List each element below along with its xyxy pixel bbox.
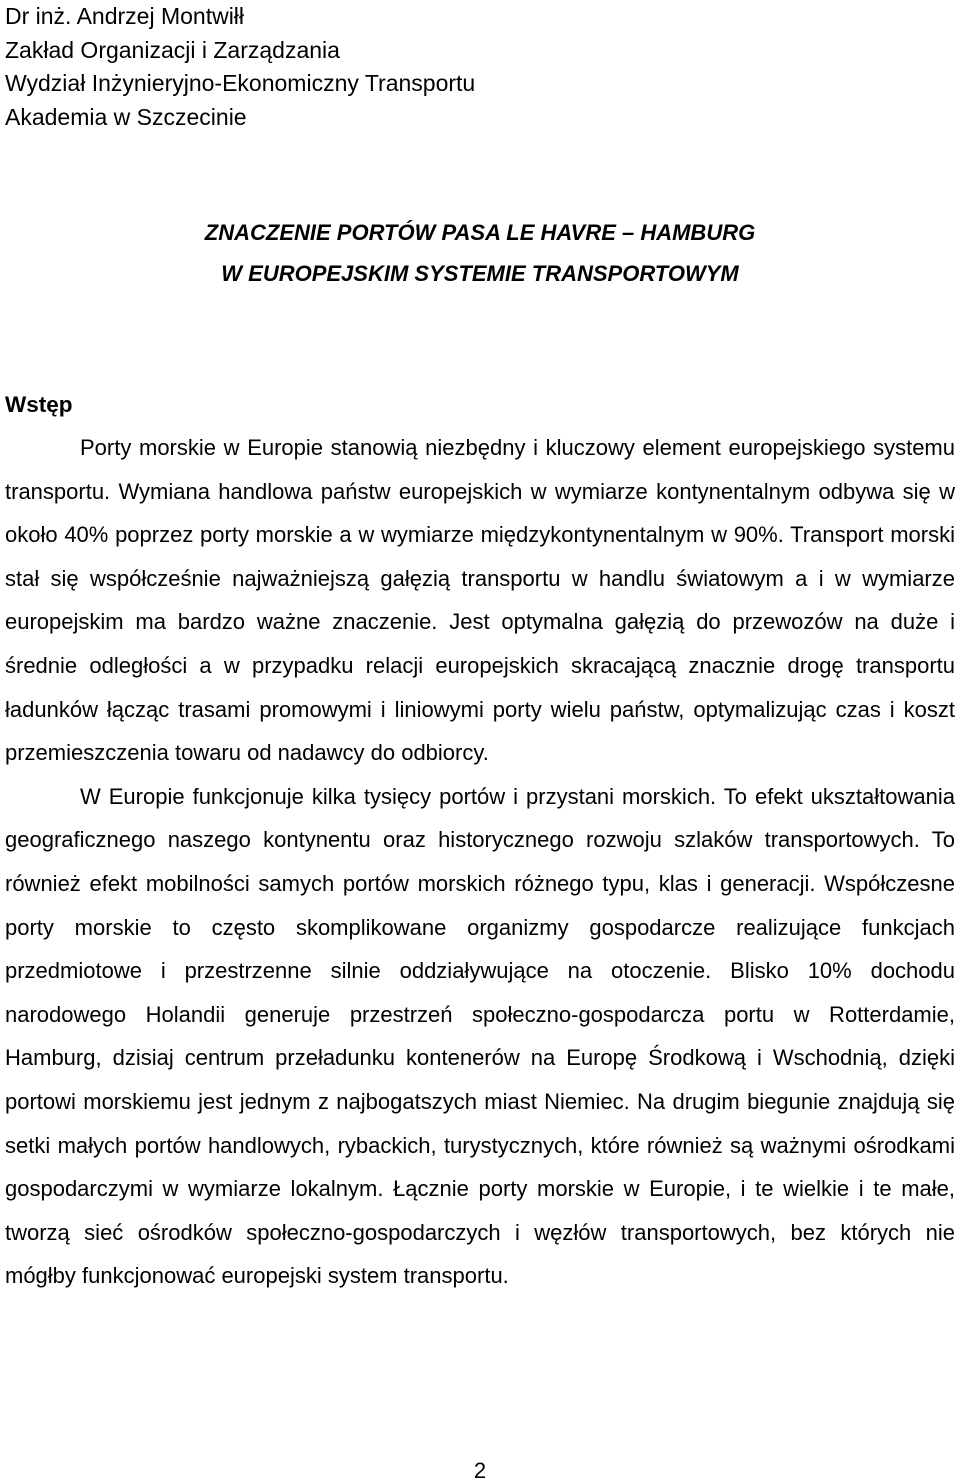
section-heading: Wstęp (5, 392, 73, 417)
author-department: Zakład Organizacji i Zarządzania (5, 36, 340, 63)
author-name: Dr inż. Andrzej Montwiłł (5, 3, 245, 29)
author-faculty: Wydział Inżynieryjno-Ekonomiczny Transportu (5, 70, 476, 96)
title-line-2: W EUROPEJSKIM SYSTEMIE TRANSPORTOWYM (221, 261, 739, 286)
author-block (5, 0, 475, 134)
paragraph-2: W Europie funkcjonuje kilka tysięcy portów i przystani morskich. To efekt ukształtowania geograficznego naszego kontynentu oraz historycznego rozwoju szlaków transportowych. To również efekt mobilności samych portów morskich różnego typu, klas i generacji. Współczesne porty morskie to często skomplikowane organizmy gospodarcze realizujące funkcjach przedmiotowe i przestrzenne silnie oddziaływujące na otoczenie. Blisko 10% dochodu narodowego Holandii generuje przestrzeń społeczno-gospodarcza portu w Rotterdamie, Hamburg, dzisiaj centrum przeładunku kontenerów na Europę Środkową i Wschodnią, dzięki portowi morskiemu jest jednym z najbogatszych miast Niemiec. Na drugim biegunie znajdują się setki małych portów handlowych, rybackich, turystycznych, które również są ważnymi ośrodkami gospodarczymi w wymiarze lokalnym. Łącznie porty morskie w Europie, i te wielkie i te małe, tworzą sieć ośrodków społeczno-gospodarczych i węzłów transportowych, bez których nie mógłby funkcjonować europejski system transportu. (5, 783, 955, 1289)
page-number: 2 (473, 1458, 487, 1483)
section-body (5, 426, 955, 1298)
paper-title (0, 212, 960, 294)
title-line-1: ZNACZENIE PORTÓW PASA LE HAVRE – HAMBURG (204, 220, 756, 245)
author-university: Akademia w Szczecinie (5, 103, 247, 130)
paragraph-1: Porty morskie w Europie stanowią niezbędny i kluczowy element europejskiego systemu transportu. Wymiana handlowa państw europejskich w wymiarze kontynentalnym odbywa się w około 40% poprzez porty morskie a w wymiarze międzykontynentalnym w 90%. Transport morski stał się współcześnie najważniejszą gałęzią transportu w handlu światowym a i w wymiarze europejskim ma bardzo ważne znaczenie. Jest optymalna gałęzią do przewozów na duże i średnie odległości a w przypadku relacji europejskich skracającą znacznie drogę transportu ładunków łącząc trasami promowymi i liniowymi porty wielu państw, optymalizując czas i koszt przemieszczenia towaru od nadawcy do odbiorcy. (5, 435, 955, 766)
